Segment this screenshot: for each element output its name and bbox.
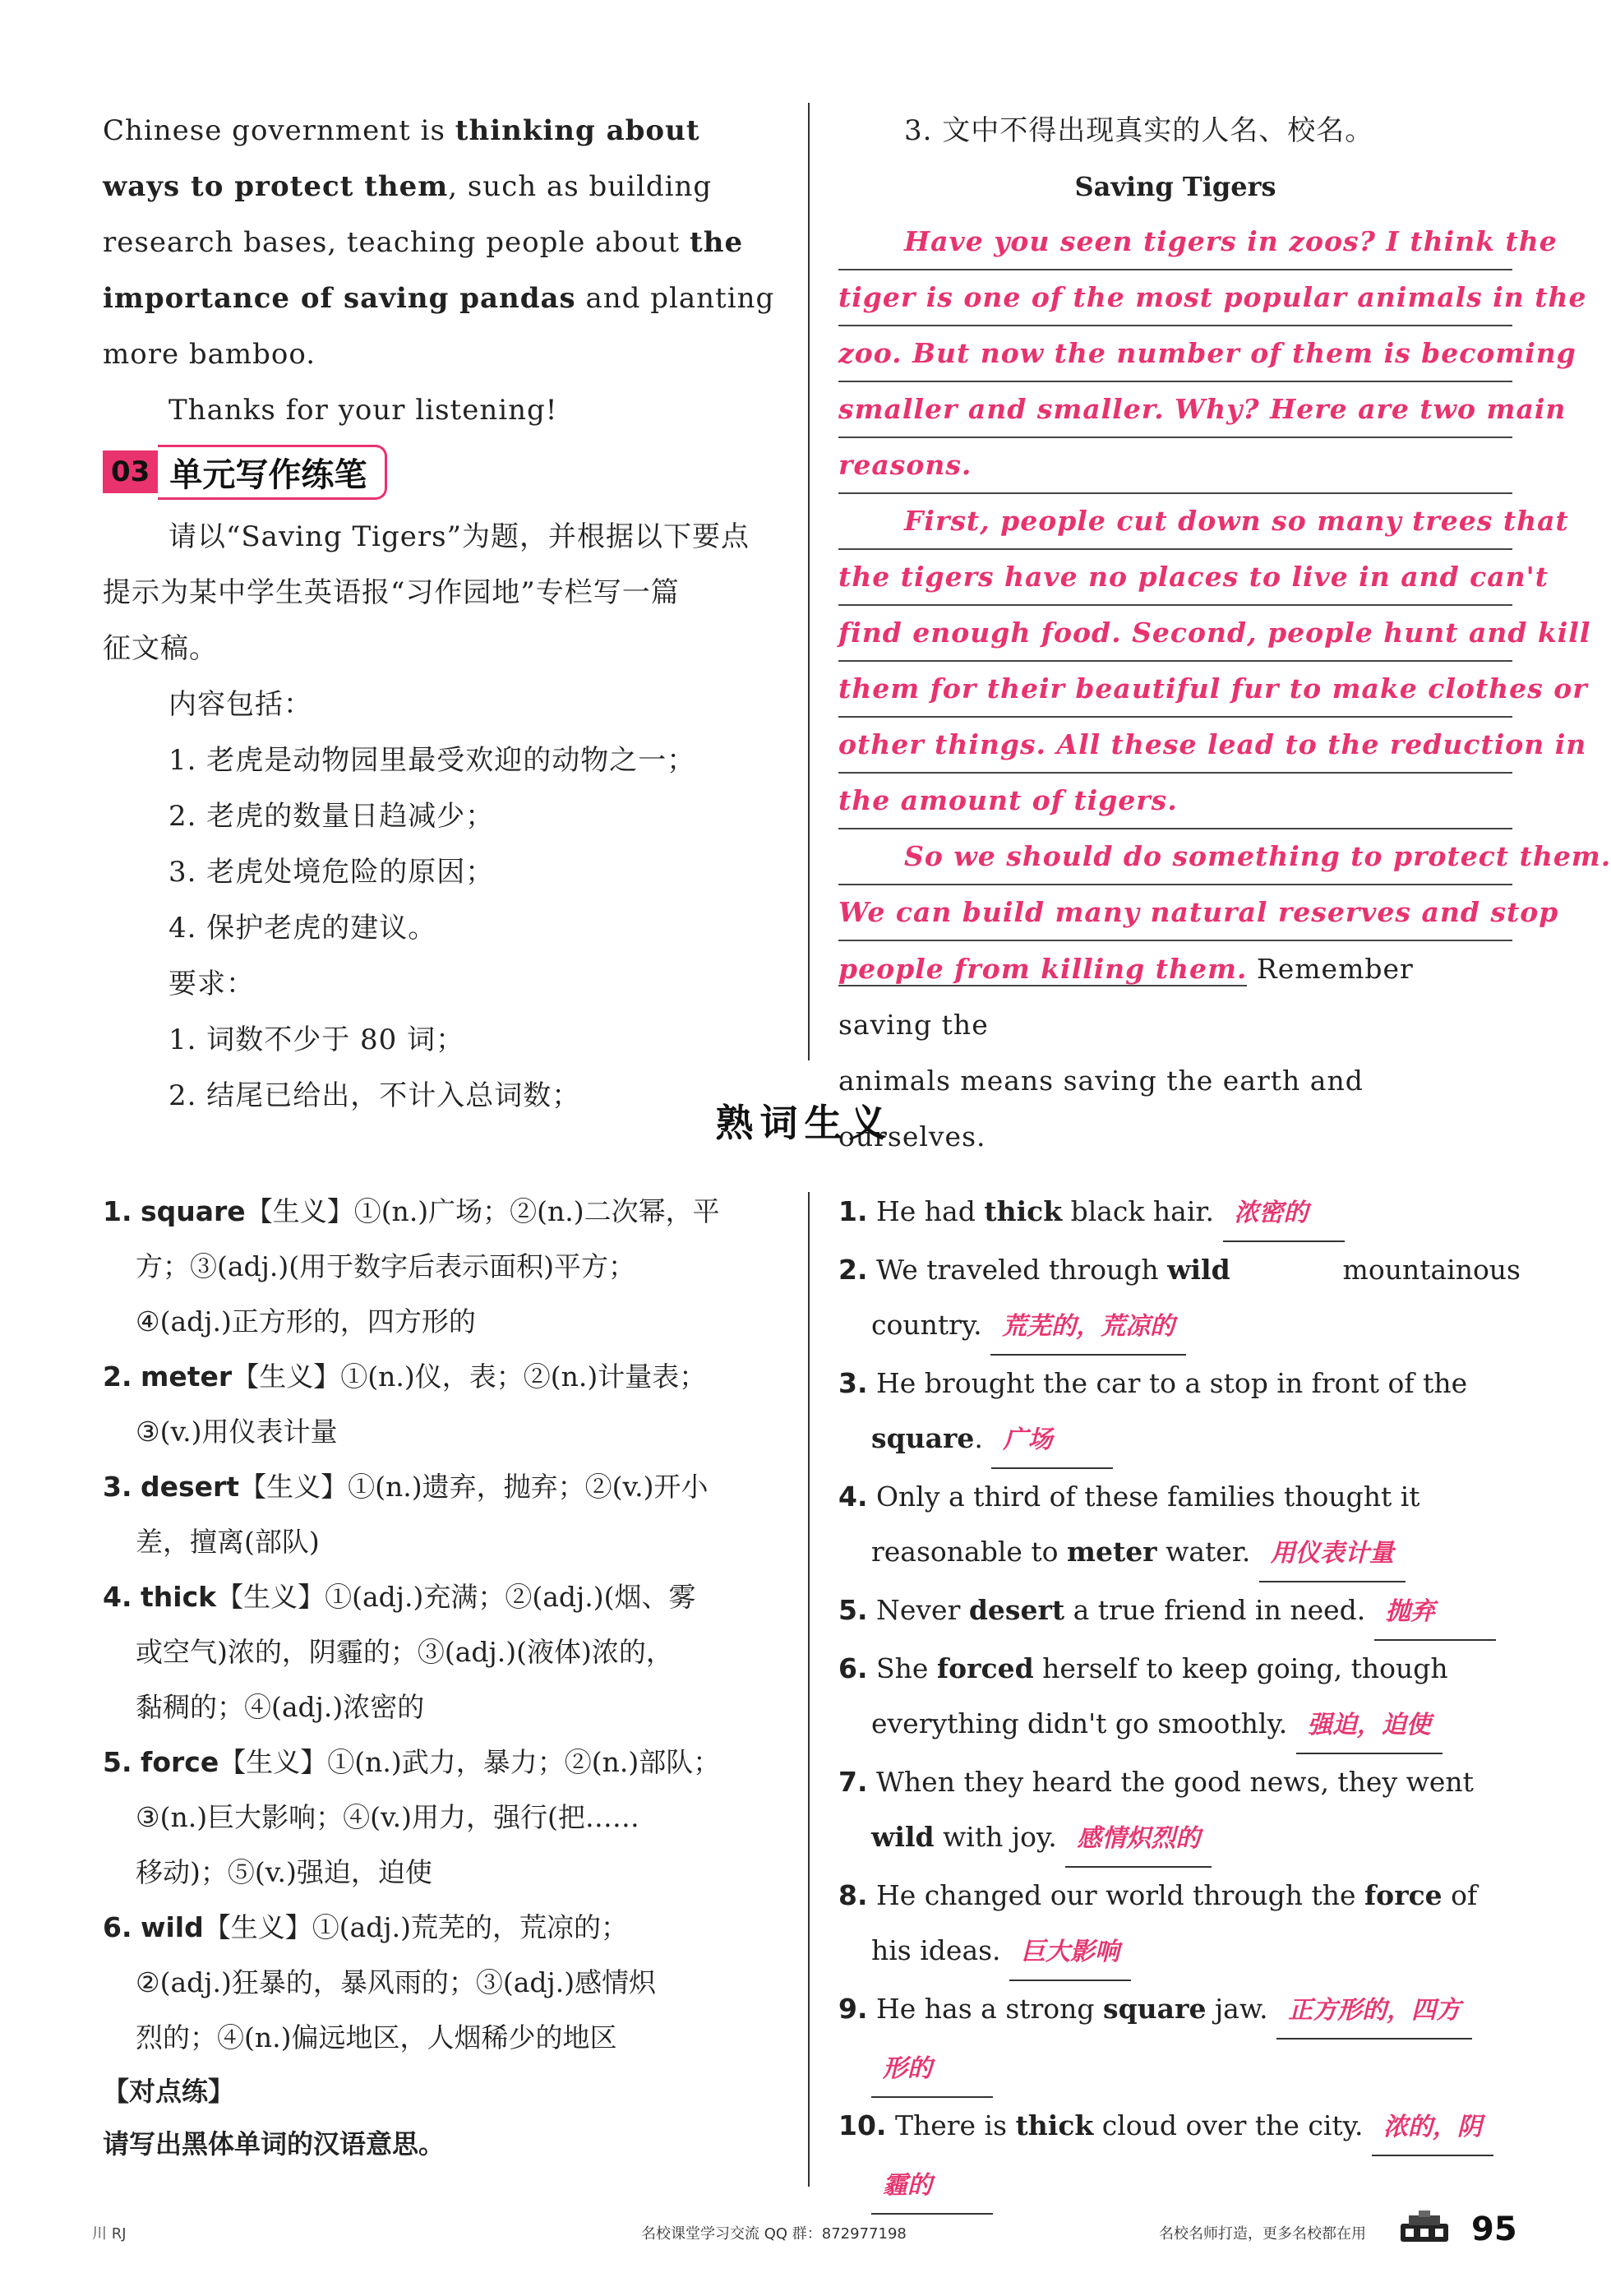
vocab-column bbox=[103, 1184, 777, 2170]
essay-line: smaller and smaller. Why? Here are two main bbox=[838, 382, 1512, 438]
question-text: country. bbox=[871, 1309, 982, 1341]
entry-line: ④(adj.)正方形的，四方形的 bbox=[136, 1305, 476, 1337]
question bbox=[838, 1641, 1521, 1754]
content-label: 内容包括： bbox=[168, 688, 312, 721]
question-number: 2. bbox=[838, 1254, 868, 1286]
answer-blank[interactable]: 感情炽烈的 bbox=[1065, 1811, 1212, 1868]
practice-instruction: 请写出黑体单词的汉语意思。 bbox=[103, 2128, 445, 2160]
requirements-label: 要求： bbox=[168, 968, 255, 1000]
publisher-logo-icon bbox=[1397, 2209, 1452, 2247]
entry-number: 2. bbox=[103, 1361, 132, 1393]
content-item: 2. 老虎的数量日趋减少； bbox=[168, 800, 495, 833]
answer-blank[interactable]: 抛弃 bbox=[1374, 1584, 1496, 1641]
entry-line: 或空气)浓的，阴霾的；③(adj.)(液体)浓的， bbox=[136, 1636, 673, 1668]
question-text: a true friend in need. bbox=[1064, 1594, 1366, 1626]
answer-blank[interactable]: 霾的 bbox=[871, 2158, 993, 2215]
entry-line: ①(n.)仪，表；②(n.)计量表； bbox=[340, 1361, 707, 1393]
question bbox=[838, 1981, 1521, 2098]
question-number: 5. bbox=[838, 1594, 868, 1626]
entry-line: 移动)；⑤(v.)强迫，迫使 bbox=[136, 1856, 432, 1888]
essay-line: reasons. bbox=[838, 438, 1512, 494]
entry-line: ②(adj.)狂暴的，暴风雨的；③(adj.)感情炽 bbox=[136, 1966, 657, 1998]
section-heading: 熟词生义 bbox=[715, 1101, 893, 1145]
entry-line: 烈的；④(n.)偏远地区，人烟稀少的地区 bbox=[136, 2021, 617, 2053]
question-text: of bbox=[1442, 1879, 1478, 1911]
thanks-line: Thanks for your listening! bbox=[168, 394, 558, 427]
question-keyword: force bbox=[1364, 1879, 1443, 1911]
column-divider bbox=[808, 103, 810, 1060]
text-run: Chinese government is bbox=[103, 114, 455, 147]
section-number: 03 bbox=[103, 450, 158, 493]
entry-word: meter bbox=[141, 1361, 233, 1393]
question-text: He brought the car to a stop in front of the bbox=[876, 1367, 1468, 1399]
question-text: Only a third of these families thought it bbox=[876, 1481, 1420, 1513]
vocab-entry bbox=[103, 1569, 777, 1735]
content-item: 3. 老虎处境危险的原因； bbox=[168, 856, 495, 889]
entry-word: square bbox=[141, 1195, 246, 1227]
page-footer bbox=[0, 2207, 1609, 2257]
entry-number: 1. bbox=[103, 1195, 132, 1227]
requirement-item: 3. 文中不得出现真实的人名、校名。 bbox=[904, 114, 1374, 147]
text-run: and planting more bamboo. bbox=[103, 282, 775, 371]
answer-blank[interactable]: 巨大影响 bbox=[1009, 1924, 1131, 1981]
column-divider bbox=[808, 1192, 810, 2187]
prompt-line: 提示为某中学生英语报“习作园地”专栏写一篇 bbox=[103, 576, 680, 609]
question-keyword: desert bbox=[968, 1594, 1065, 1626]
answer-blank[interactable]: 荒芜的，荒凉的 bbox=[990, 1299, 1186, 1356]
entry-line: ①(n.)武力，暴力；②(n.)部队； bbox=[327, 1746, 721, 1778]
question-text: everything didn't go smoothly. bbox=[871, 1707, 1288, 1739]
answer-blank[interactable]: 正方形的，四方 bbox=[1276, 1983, 1472, 2040]
question-number: 1. bbox=[838, 1195, 868, 1227]
essay-line: Have you seen tigers in zoos? I think the bbox=[838, 215, 1512, 270]
essay-title: Saving Tigers bbox=[1074, 171, 1276, 202]
question-text: When they heard the good news, they went bbox=[876, 1766, 1474, 1798]
bold-run: the importance of saving pandas bbox=[103, 226, 744, 315]
question-text: He has a strong bbox=[876, 1993, 1104, 2025]
entry-tag: 【生义】 bbox=[245, 1195, 354, 1227]
question-text: She bbox=[876, 1652, 937, 1684]
given-ending: animals means saving the earth and ourselves. bbox=[838, 1065, 1364, 1153]
question-text: . bbox=[974, 1422, 983, 1454]
question-number: 10. bbox=[838, 2109, 887, 2141]
essay-line: tiger is one of the most popular animals in the bbox=[838, 270, 1512, 326]
essay-line: zoo. But now the number of them is becoming bbox=[838, 326, 1512, 382]
question-text: There is bbox=[894, 2109, 1016, 2141]
footer-edition: 川 RJ bbox=[92, 2225, 127, 2243]
text-run: , such as building research bases, teaching people about bbox=[103, 170, 713, 259]
question-keyword: square bbox=[871, 1422, 975, 1454]
question-number: 4. bbox=[838, 1481, 868, 1513]
essay-line: First, people cut down so many trees that bbox=[838, 494, 1512, 550]
answer-blank[interactable]: 浓的，阴 bbox=[1372, 2100, 1493, 2156]
question-text: He had bbox=[876, 1195, 985, 1227]
essay-ending-line bbox=[838, 941, 1512, 1053]
content-item: 1. 老虎是动物园里最受欢迎的动物之一； bbox=[168, 744, 696, 777]
answer-blank[interactable]: 形的 bbox=[871, 2041, 993, 2098]
question-text: reasonable to bbox=[871, 1536, 1068, 1568]
footer-qq-group: 名校课堂学习交流 QQ 群：872977198 bbox=[641, 2225, 907, 2243]
question-keyword: thick bbox=[1015, 2109, 1094, 2141]
question-keyword: thick bbox=[984, 1195, 1063, 1227]
essay-line: the amount of tigers. bbox=[838, 774, 1512, 829]
entry-line: ①(n.)广场；②(n.)二次幂，平 bbox=[353, 1195, 720, 1227]
entry-line: ①(n.)遗弃，抛弃；②(v.)开小 bbox=[348, 1471, 709, 1503]
requirement-item: 2. 结尾已给出，不计入总词数； bbox=[168, 1079, 581, 1112]
essay-line: other things. All these lead to the reduction in bbox=[838, 718, 1512, 774]
questions-column bbox=[838, 1184, 1521, 2215]
vocab-entry bbox=[103, 1900, 777, 2065]
question-text: jaw. bbox=[1206, 1993, 1268, 2025]
entry-line: ③(v.)用仪表计量 bbox=[136, 1416, 338, 1448]
question bbox=[838, 1754, 1521, 1868]
entry-word: force bbox=[141, 1746, 219, 1778]
question-keyword: forced bbox=[936, 1652, 1034, 1684]
question-keyword: wild bbox=[871, 1821, 935, 1853]
question bbox=[838, 2098, 1521, 2215]
entry-line: ③(n.)巨大影响；④(v.)用力，强行(把…… bbox=[136, 1801, 639, 1833]
vocab-entry bbox=[103, 1735, 777, 1900]
answer-blank[interactable]: 用仪表计量 bbox=[1259, 1526, 1406, 1582]
question-number: 6. bbox=[838, 1652, 868, 1684]
practice-label: 【对点练】 bbox=[103, 2076, 235, 2107]
question-number: 9. bbox=[838, 1993, 868, 2025]
entry-tag: 【生义】 bbox=[232, 1361, 341, 1393]
question-text: cloud over the city. bbox=[1093, 2109, 1364, 2141]
prompt-line: 请以“Saving Tigers”为题，并根据以下要点 bbox=[168, 520, 750, 553]
section-header bbox=[103, 443, 777, 501]
entry-tag: 【生义】 bbox=[203, 1911, 312, 1943]
question-keyword: square bbox=[1103, 1993, 1207, 2025]
question bbox=[838, 1356, 1521, 1469]
question-number: 3. bbox=[838, 1367, 868, 1399]
prompt-line: 征文稿。 bbox=[103, 632, 218, 665]
question-text: black hair. bbox=[1062, 1195, 1215, 1227]
question-text: Never bbox=[876, 1594, 969, 1626]
entry-word: wild bbox=[141, 1911, 204, 1943]
answer-blank[interactable]: 浓密的 bbox=[1223, 1185, 1345, 1242]
essay-line: So we should do something to protect them. bbox=[838, 829, 1512, 885]
entry-tag: 【生义】 bbox=[219, 1746, 328, 1778]
entry-word: desert bbox=[141, 1471, 240, 1503]
requirement-item: 1. 词数不少于 80 词； bbox=[168, 1023, 465, 1056]
section-title: 单元写作练笔 bbox=[158, 445, 387, 500]
question-text: mountainous bbox=[1342, 1254, 1521, 1286]
question-number: 7. bbox=[838, 1766, 868, 1798]
right-top-column bbox=[838, 103, 1611, 1165]
essay-line: We can build many natural reserves and stop bbox=[838, 885, 1512, 941]
bold-run: thinking about ways to protect them bbox=[103, 114, 700, 203]
entry-line: 方；③(adj.)(用于数字后表示面积)平方； bbox=[136, 1250, 636, 1282]
speech-paragraph bbox=[103, 103, 777, 382]
entry-word: thick bbox=[141, 1581, 217, 1613]
entry-line: ①(adj.)充满；②(adj.)(烟、雾 bbox=[325, 1581, 696, 1613]
entry-number: 4. bbox=[103, 1581, 132, 1613]
footer-slogan: 名校名师打造，更多名校都在用 bbox=[1159, 2225, 1366, 2243]
question bbox=[838, 1184, 1521, 1242]
vocab-entry bbox=[103, 1459, 777, 1569]
content-item: 4. 保护老虎的建议。 bbox=[168, 912, 437, 945]
answer-blank[interactable]: 广场 bbox=[991, 1412, 1113, 1469]
question-text: We traveled through bbox=[876, 1254, 1168, 1286]
vocab-entry bbox=[103, 1349, 777, 1459]
entry-number: 5. bbox=[103, 1746, 132, 1778]
entry-number: 3. bbox=[103, 1471, 132, 1503]
question-text: with joy. bbox=[934, 1821, 1057, 1853]
essay-line: people from killing them. bbox=[838, 953, 1248, 985]
essay-line: the tigers have no places to live in and can't bbox=[838, 550, 1512, 606]
entry-number: 6. bbox=[103, 1911, 132, 1943]
entry-tag: 【生义】 bbox=[239, 1471, 349, 1503]
answer-blank[interactable]: 强迫，迫使 bbox=[1296, 1698, 1443, 1754]
vocab-entry bbox=[103, 1184, 777, 1349]
question-number: 8. bbox=[838, 1879, 868, 1911]
question bbox=[838, 1868, 1521, 1981]
entry-line: 黏稠的；④(adj.)浓密的 bbox=[136, 1691, 425, 1723]
page-number: 95 bbox=[1471, 2211, 1517, 2248]
question bbox=[838, 1582, 1521, 1641]
entry-line: ①(adj.)荒芜的，荒凉的； bbox=[312, 1911, 629, 1943]
entry-tag: 【生义】 bbox=[216, 1581, 325, 1613]
question-text: water. bbox=[1156, 1536, 1251, 1568]
entry-line: 差，擅离(部队) bbox=[136, 1526, 320, 1558]
question-keyword: wild bbox=[1167, 1254, 1230, 1286]
question bbox=[838, 1469, 1521, 1582]
question-text: herself to keep going, though bbox=[1033, 1652, 1448, 1684]
essay-line: find enough food. Second, people hunt and kill bbox=[838, 606, 1512, 662]
question bbox=[838, 1242, 1521, 1356]
question-text: He changed our world through the bbox=[876, 1879, 1364, 1911]
left-top-column bbox=[103, 103, 777, 1124]
essay-line: them for their beautiful fur to make clothes or bbox=[838, 662, 1512, 718]
question-keyword: meter bbox=[1067, 1536, 1157, 1568]
question-text: his ideas. bbox=[871, 1934, 1001, 1966]
given-ending: Remember saving the bbox=[838, 953, 1414, 1041]
